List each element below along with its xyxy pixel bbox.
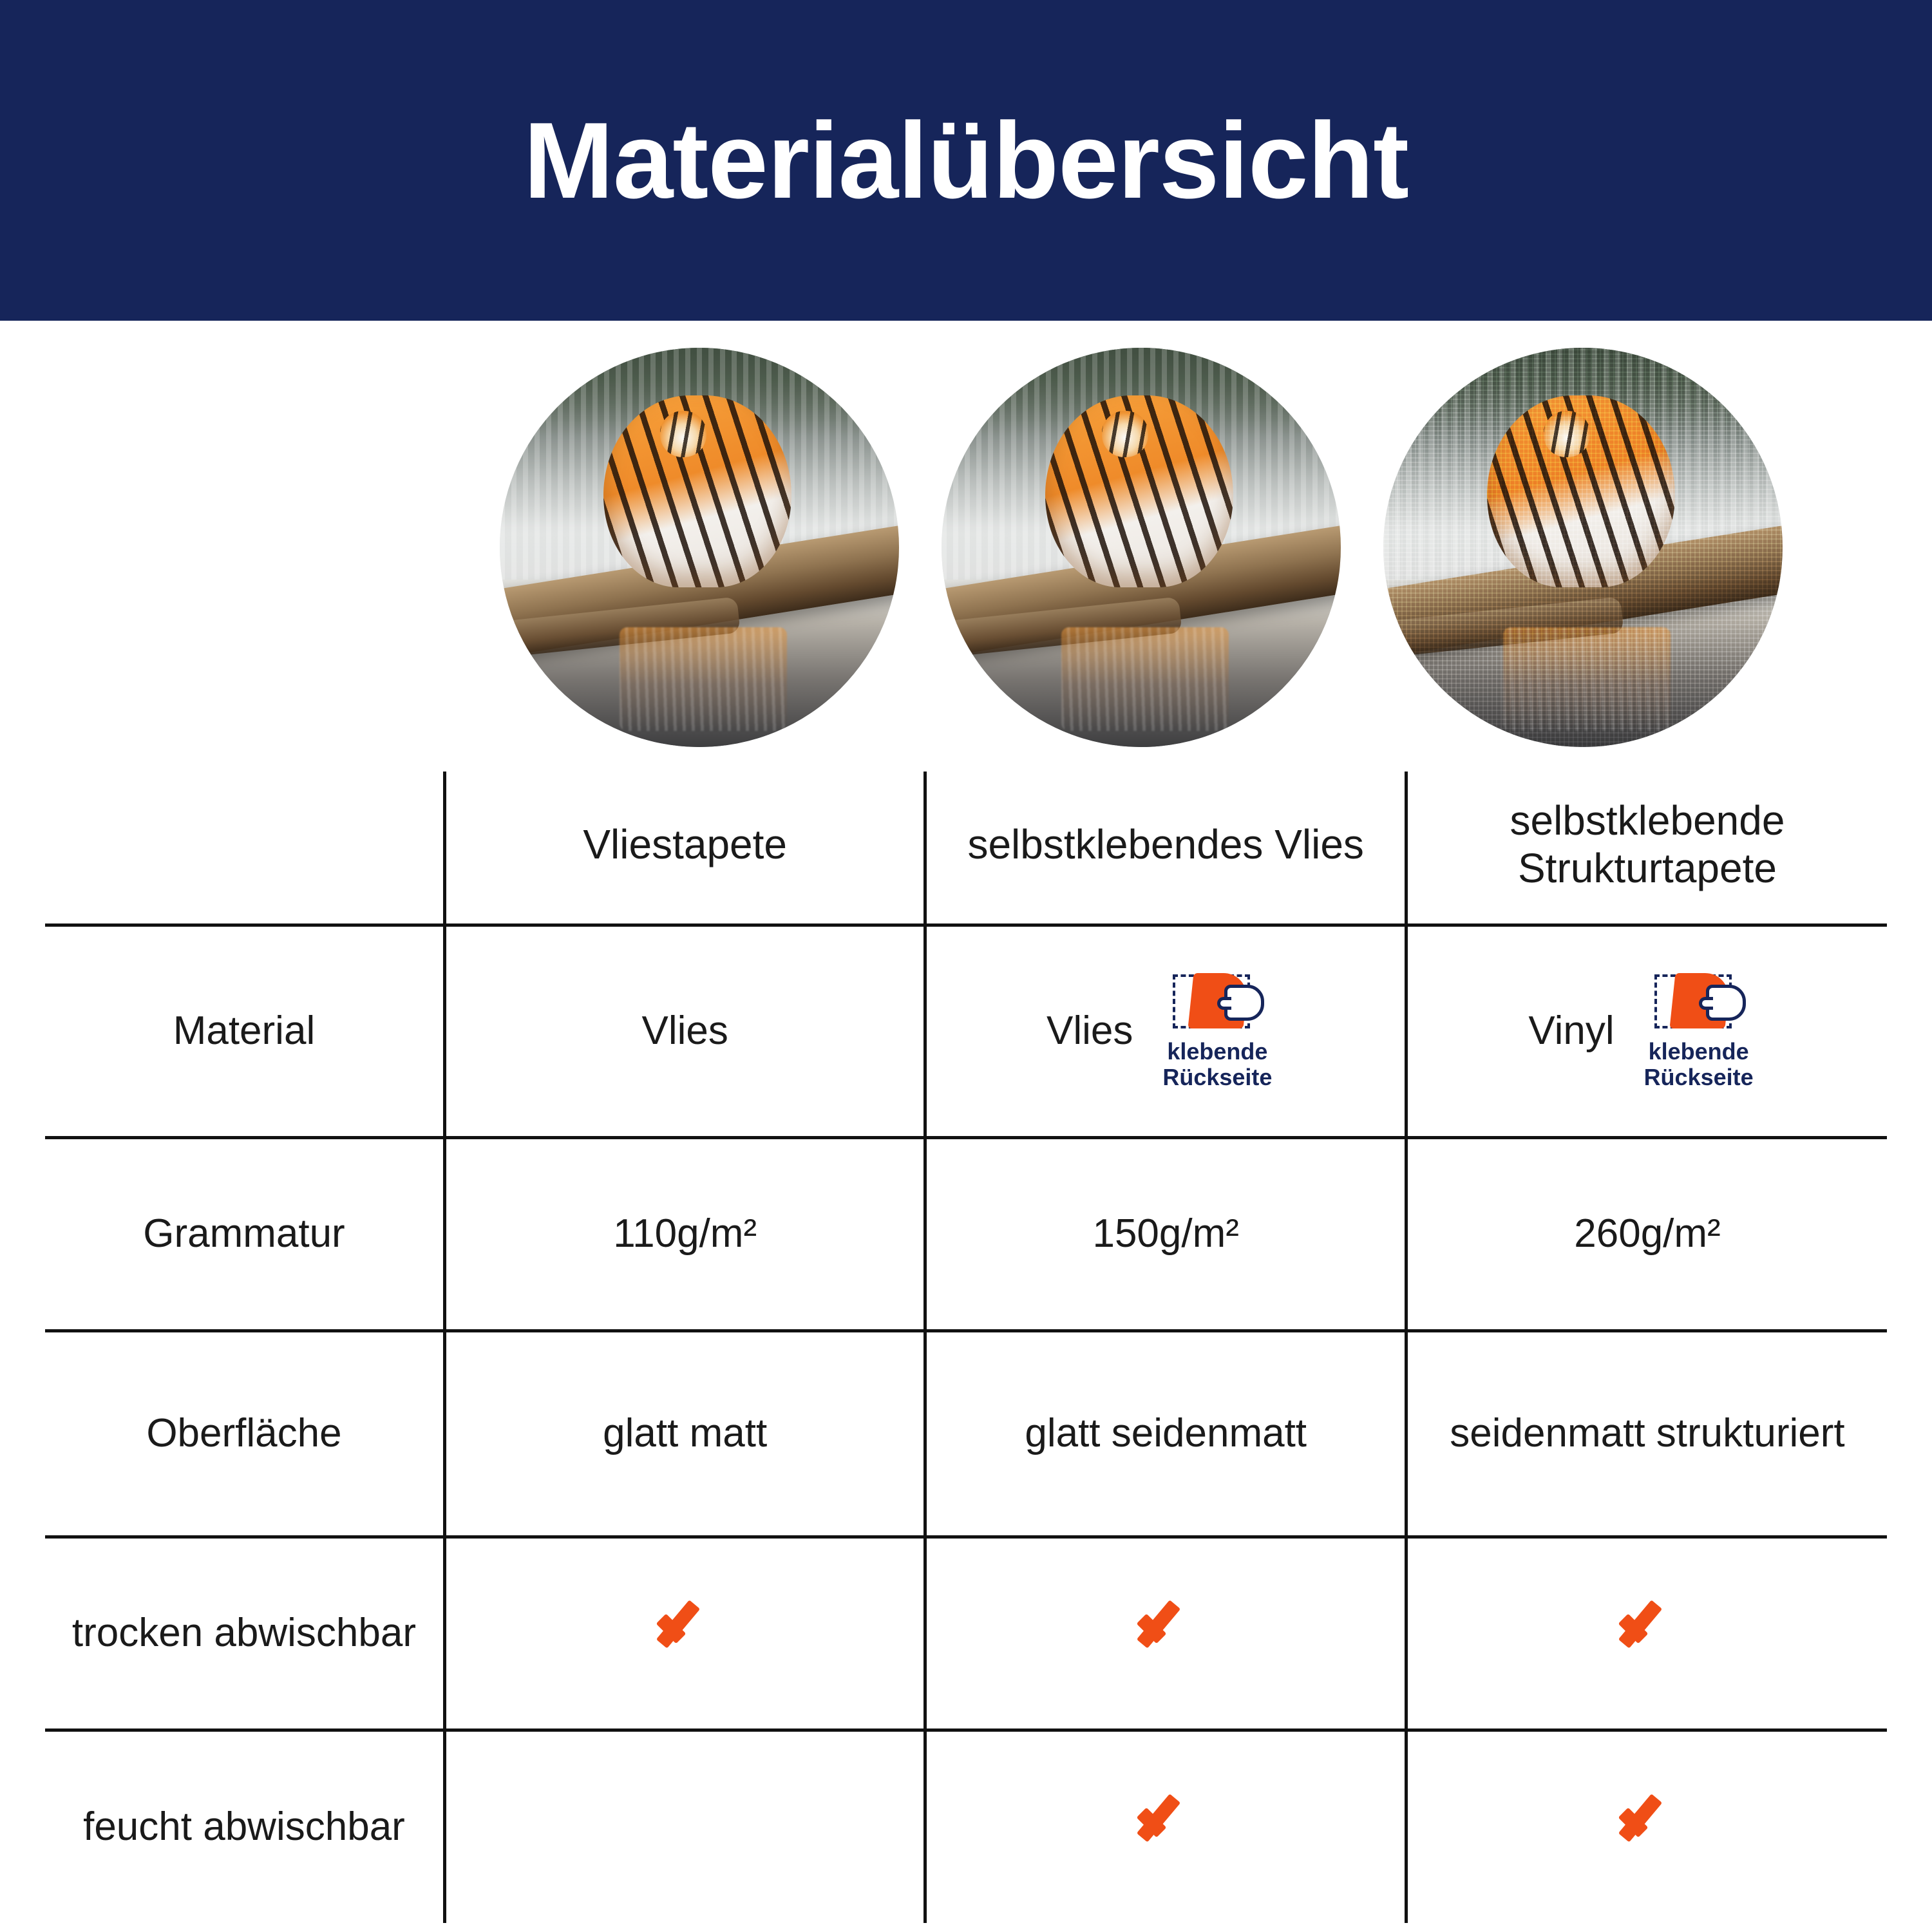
check-icon bbox=[1127, 1783, 1204, 1861]
column-header-vliestapete: Vliestapete bbox=[444, 772, 925, 925]
tiger-photo-image-textured bbox=[1383, 348, 1783, 747]
tiger-body-detail bbox=[603, 395, 791, 587]
cell-feucht-selbstklebendes-vlies bbox=[925, 1730, 1406, 1923]
cell-value: Vinyl bbox=[1528, 1009, 1615, 1054]
cell-oberflaeche-vliestapete: glatt matt bbox=[444, 1331, 925, 1537]
table-header-row bbox=[45, 772, 1887, 925]
waterfall-detail bbox=[1383, 348, 1783, 595]
adhesive-badge-caption bbox=[1162, 1039, 1272, 1091]
peel-hand-icon bbox=[1169, 972, 1265, 1034]
check-icon bbox=[1127, 1589, 1204, 1667]
water-detail bbox=[1383, 580, 1783, 747]
column-header-selbstklebende-strukturtapete: selbstklebende Strukturtapete bbox=[1406, 772, 1887, 925]
peel-hand-icon bbox=[1651, 972, 1747, 1034]
row-label-grammatur: Grammatur bbox=[45, 1137, 444, 1331]
adhesive-badge-line1: klebende bbox=[1648, 1037, 1749, 1065]
tiger-head-detail bbox=[660, 411, 707, 457]
cell-grammatur-selbstklebende-strukturtapete: 260g/m² bbox=[1406, 1137, 1887, 1331]
tiger-body-detail bbox=[1045, 395, 1233, 587]
cell-oberflaeche-selbstklebende-strukturtapete: seidenmatt strukturiert bbox=[1406, 1331, 1887, 1537]
cell-trocken-selbstklebende-strukturtapete bbox=[1406, 1537, 1887, 1730]
adhesive-badge-caption bbox=[1644, 1039, 1754, 1091]
cell-material-selbstklebende-strukturtapete bbox=[1406, 925, 1887, 1137]
adhesive-badge-line1: klebende bbox=[1167, 1037, 1268, 1065]
cell-grammatur-selbstklebendes-vlies: 150g/m² bbox=[925, 1137, 1406, 1331]
adhesive-badge-line2: Rückseite bbox=[1643, 1064, 1754, 1090]
row-label-oberflaeche: Oberfläche bbox=[45, 1331, 444, 1537]
preview-vliestapete bbox=[500, 348, 899, 747]
tiger-photo-image bbox=[942, 348, 1341, 747]
row-label-feucht-abwischbar: feucht abwischbar bbox=[45, 1730, 444, 1923]
adhesive-badge-line2: Rückseite bbox=[1162, 1064, 1273, 1090]
adhesive-back-badge bbox=[1150, 972, 1285, 1091]
material-previews bbox=[0, 321, 1932, 772]
cell-grammatur-vliestapete: 110g/m² bbox=[444, 1137, 925, 1331]
reflection-detail bbox=[1503, 627, 1671, 731]
reflection-detail bbox=[620, 627, 787, 731]
cell-oberflaeche-selbstklebendes-vlies: glatt seidenmatt bbox=[925, 1331, 1406, 1537]
cell-feucht-vliestapete bbox=[444, 1730, 925, 1923]
cell-material-selbstklebendes-vlies bbox=[925, 925, 1406, 1137]
check-icon bbox=[647, 1589, 724, 1667]
page-title: Materialübersicht bbox=[523, 100, 1409, 221]
column-header-selbstklebendes-vlies: selbstklebendes Vlies bbox=[925, 772, 1406, 925]
page-header bbox=[0, 0, 1932, 321]
row-label-material: Material bbox=[45, 925, 444, 1137]
tiger-photo-image bbox=[500, 348, 899, 747]
table-row bbox=[45, 1137, 1887, 1331]
log-detail bbox=[1383, 517, 1783, 661]
log-secondary-detail bbox=[1383, 597, 1624, 662]
cell-material-vliestapete: Vlies bbox=[444, 925, 925, 1137]
reflection-detail bbox=[1061, 627, 1229, 731]
preview-selbstklebendes-vlies bbox=[942, 348, 1341, 747]
check-icon bbox=[1609, 1589, 1686, 1667]
preview-selbstklebende-strukturtapete bbox=[1383, 348, 1783, 747]
tiger-head-detail bbox=[1544, 411, 1591, 457]
material-comparison-table bbox=[45, 772, 1887, 1923]
cell-feucht-selbstklebende-strukturtapete bbox=[1406, 1730, 1887, 1923]
cell-value: Vlies bbox=[1046, 1009, 1133, 1054]
cell-trocken-vliestapete bbox=[444, 1537, 925, 1730]
tiger-body-detail bbox=[1487, 395, 1674, 587]
header-empty-cell bbox=[45, 772, 444, 925]
table-row bbox=[45, 1537, 1887, 1730]
table-row bbox=[45, 1331, 1887, 1537]
table-row bbox=[45, 1730, 1887, 1923]
tiger-head-detail bbox=[1102, 411, 1149, 457]
cell-trocken-selbstklebendes-vlies bbox=[925, 1537, 1406, 1730]
check-icon bbox=[1609, 1783, 1686, 1861]
material-comparison-table-wrapper bbox=[0, 772, 1932, 1923]
table-row bbox=[45, 925, 1887, 1137]
adhesive-back-badge bbox=[1631, 972, 1766, 1091]
row-label-trocken-abwischbar: trocken abwischbar bbox=[45, 1537, 444, 1730]
